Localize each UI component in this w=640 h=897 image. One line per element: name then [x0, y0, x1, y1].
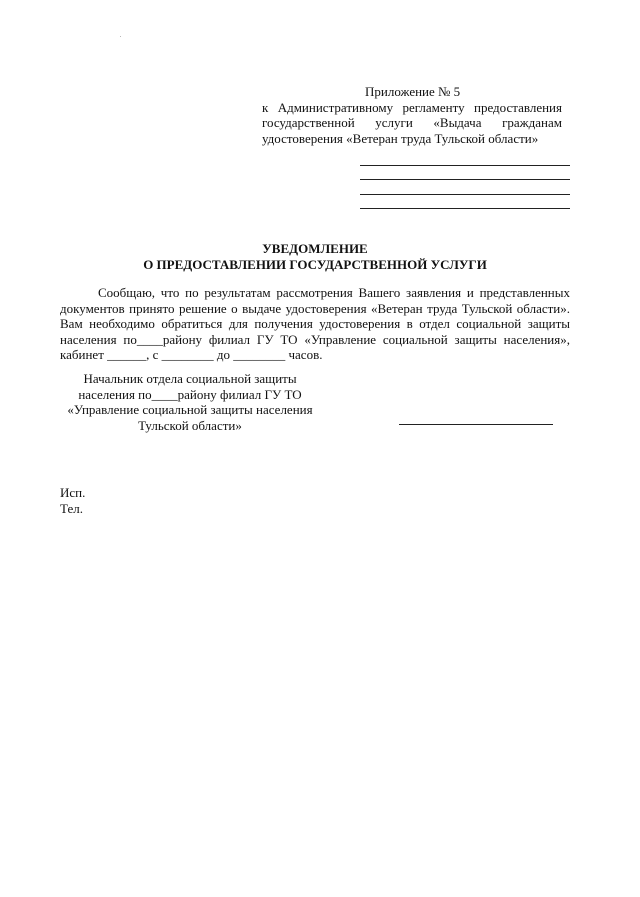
signer-line: Тульской области» [138, 417, 242, 433]
appendix-line: удостоверения «Ветеран труда Тульской области» [262, 130, 539, 146]
appendix-block [262, 84, 562, 146]
recipient-line [360, 179, 570, 180]
executor-label: Исп. [60, 485, 86, 500]
body-line: кабинет ______, с ________ до ________ часов. [60, 347, 323, 362]
signer-line: «Управление социальной защиты населения [67, 402, 313, 417]
title-line: УВЕДОМЛЕНИЕ [262, 241, 368, 256]
recipient-line [360, 194, 570, 195]
body-line: документов принято решение о выдаче удостоверения «Ветеран труда Тульской области». [60, 300, 570, 316]
recipient-address-lines [360, 165, 570, 222]
signer-line: населения по____району филиал ГУ ТО [78, 386, 302, 402]
scan-speck [120, 36, 121, 37]
title-line: О ПРЕДОСТАВЛЕНИИ ГОСУДАРСТВЕННОЙ УСЛУГИ [143, 257, 487, 272]
body-line: Вам необходимо обратиться для получения удостоверения в отдел социальной защиты [60, 316, 570, 331]
recipient-line [360, 165, 570, 166]
body-line: Сообщаю, что по результатам рассмотрения Вашего заявления и представленных [98, 285, 570, 300]
recipient-line [360, 208, 570, 209]
notification-body [60, 285, 570, 363]
phone-label: Тел. [60, 500, 83, 516]
footer-block [60, 485, 260, 516]
document-title [60, 241, 570, 273]
appendix-line: государственной услуги «Выдача гражданам [262, 115, 562, 130]
appendix-line: к Административному регламенту предоставления [262, 99, 562, 115]
signature-line [399, 424, 553, 425]
appendix-number: Приложение № 5 [365, 84, 461, 99]
signer-line: Начальник отдела социальной защиты [83, 371, 297, 386]
signer-block [60, 371, 320, 433]
body-line: населения по____району филиал ГУ ТО «Управление социальной защиты населения», [60, 331, 570, 347]
